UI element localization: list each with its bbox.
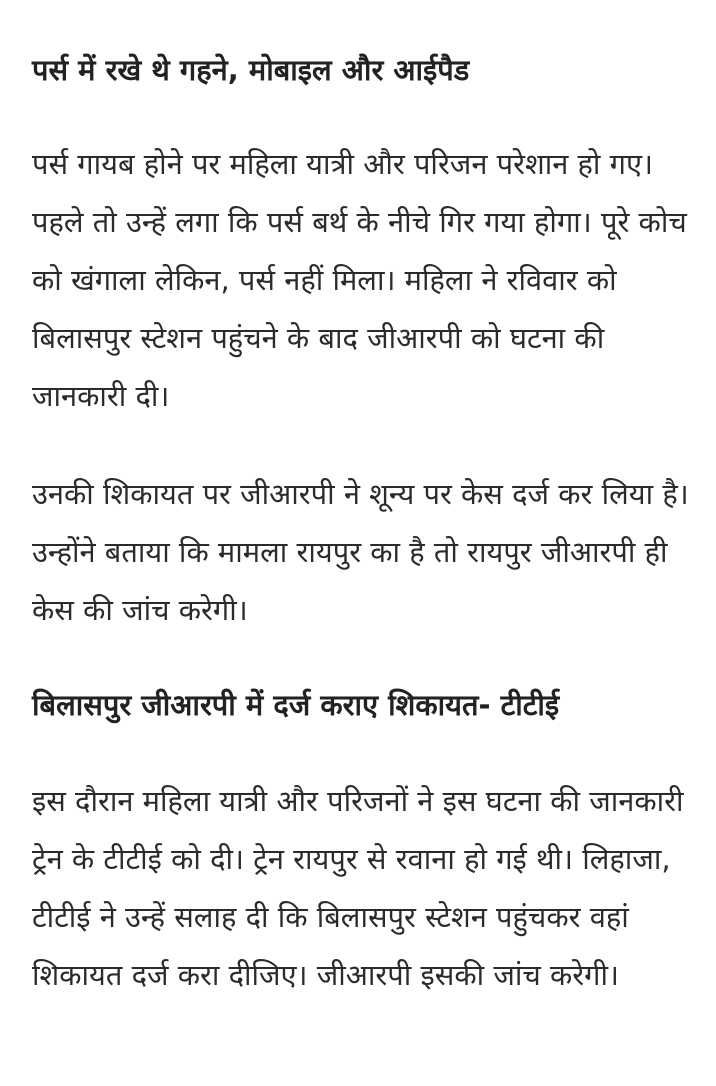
section-heading-tte-advice: बिलासपुर जीआरपी में दर्ज कराए शिकायत- टीटीई [32,688,560,722]
paragraph-tte-informed: इस दौरान महिला यात्री और परिजनों ने इस घटना की जानकारी ट्रेन के टीटीई को दी। ट्रेन रायपुर से रवाना हो गई थी। लिहाजा, टीटीई ने उन्हें सलाह दी कि बिलासपुर स्टेशन पहुंचकर वहां शिकायत दर्ज करा दीजिए। जीआरपी इसकी जांच करेगी। [32,784,684,992]
section-heading-purse-contents: पर्स में रखे थे गहने, मोबाइल और आईपैड [32,53,470,87]
paragraph-purse-missing: पर्स गायब होने पर महिला यात्री और परिजन परेशान हो गए। पहले तो उन्हें लगा कि पर्स बर्थ के नीचे गिर गया होगा। पूरे कोच को खंगाला लेकिन, पर्स नहीं मिला। महिला ने रविवार को बिलासपुर स्टेशन पहुंचने के बाद जीआरपी को घटना की जानकारी दी। [32,147,687,413]
paragraph-complaint-registered: उनकी शिकायत पर जीआरपी ने शून्य पर केस दर्ज कर लिया है। उन्होंने बताया कि मामला रायपुर का है तो रायपुर जीआरपी ही केस की जांच करेगी। [32,477,689,627]
